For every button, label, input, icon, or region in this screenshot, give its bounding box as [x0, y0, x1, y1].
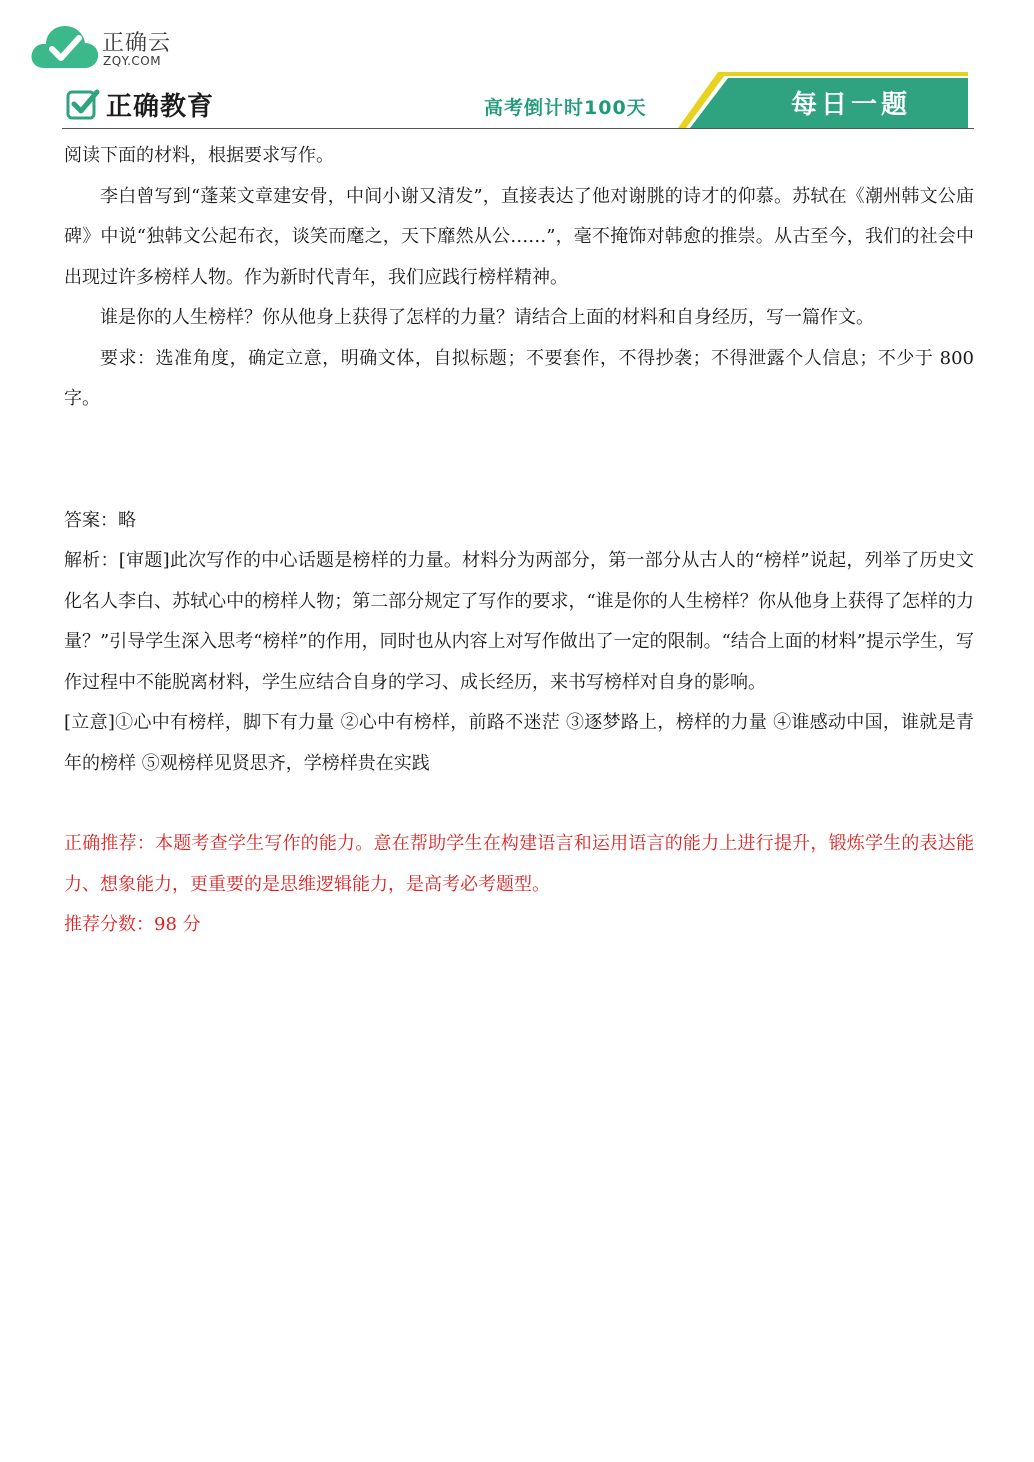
recommendation-score: 推荐分数：98 分: [64, 914, 201, 935]
question-paragraph: 李白曾写到“蓬莱文章建安骨，中间小谢又清发”，直接表达了他对谢朓的诗才的仰慕。苏轼在《潮州韩文公庙碑》中说“独韩文公起布衣，谈笑而麾之，天下靡然从公……”，毫不掩饰对韩愈的推崇。从古至今，我们的社会中出现过许多榜样人物。作为新时代青年，我们应践行榜样精神。: [64, 185, 974, 288]
cloud-check-icon: [30, 22, 100, 70]
spacer: [64, 420, 974, 501]
checkbox-icon: [66, 88, 100, 120]
recommendation-text: 正确推荐：本题考查学生写作的能力。意在帮助学生在构建语言和运用语言的能力上进行提升，锻炼学生的表达能力、想象能力，更重要的是思维逻辑能力，是高考必考题型。: [64, 833, 974, 895]
edu-logo: [66, 86, 266, 122]
brand-domain: ZQY.COM: [103, 54, 162, 68]
question-intro: 阅读下面的材料，根据要求写作。: [64, 145, 334, 166]
analysis-text: 解析：[审题]此次写作的中心话题是榜样的力量。材料分为两部分，第一部分从古人的“榜样”说起，列举了历史文化名人李白、苏轼心中的榜样人物；第二部分规定了写作的要求，“谁是你的人生榜样？你从他身上获得了怎样的力量？”引导学生深入思考“榜样”的作用，同时也从内容上对写作做出了一定的限制。“结合上面的材料”提示学生，写作过程中不能脱离材料，学生应结合自身的学习、成长经历，来书写榜样对自身的影响。: [64, 550, 975, 693]
banner-title: 每日一题: [790, 90, 911, 120]
header-divider: [62, 128, 974, 129]
question-paragraph: 谁是你的人生榜样？你从他身上获得了怎样的力量？请结合上面的材料和自身经历，写一篇作文。: [100, 307, 874, 328]
edu-name: 正确教育: [106, 92, 215, 122]
countdown-text: 高考倒计时100天: [484, 97, 647, 119]
answer-line: 答案：略: [64, 509, 136, 531]
brand-name: 正确云: [102, 31, 172, 56]
document-body: [64, 136, 974, 946]
spacer: [64, 784, 974, 824]
ideas-text: [立意]①心中有榜样，脚下有力量 ②心中有榜样，前路不迷茫 ③逐梦路上，榜样的力量 ④谁感动中国，谁就是青年的榜样 ⑤观榜样见贤思齐，学榜样贵在实践: [64, 712, 974, 774]
zqy-logo: [30, 22, 190, 72]
question-requirements: 要求：选准角度，确定立意，明确文体，自拟标题；不要套作，不得抄袭；不得泄露个人信息；不少于 800 字。: [64, 347, 974, 409]
